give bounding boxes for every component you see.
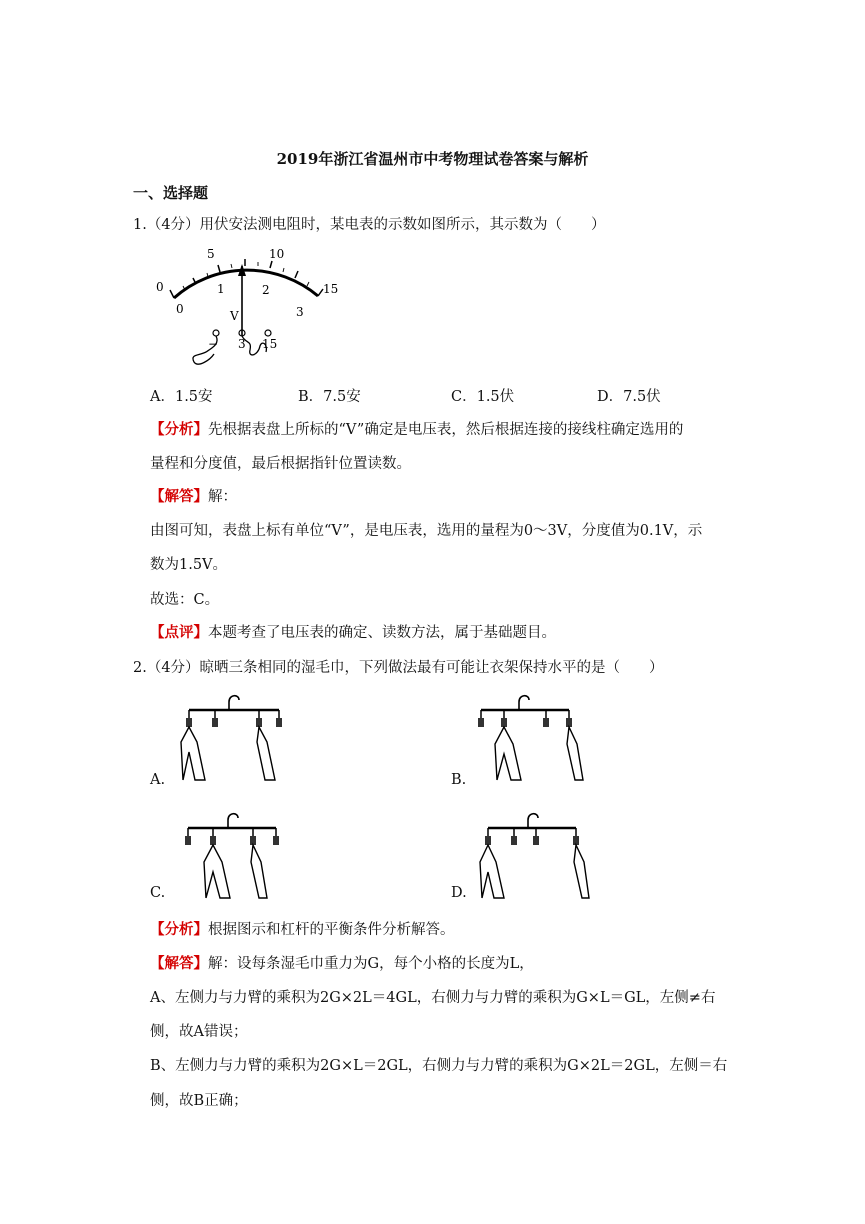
answer-tag: 【解答】 [150, 488, 208, 505]
q1-analysis-line1 [150, 420, 683, 440]
hanger-a-figure [175, 692, 285, 782]
q2-b-line2: 侧，故B正确； [150, 1093, 248, 1109]
q2-option-b[interactable]: B. [451, 772, 467, 788]
terminal-label: 15 [262, 337, 278, 351]
q1-analysis-line2: 量程和分度值，最后根据指针位置读数。 [150, 456, 411, 472]
q1-option-a[interactable]: A．1.5安 [150, 389, 213, 405]
hanger-c-figure [180, 808, 290, 900]
q2-option-c[interactable]: C. [150, 885, 166, 901]
q2-a-line2: 侧，故A错误； [150, 1024, 248, 1040]
meter-upper-tick-label: 5 [207, 247, 215, 261]
terminal-label: 3 [238, 337, 246, 351]
meter-upper-tick-label: 10 [269, 247, 285, 261]
answer-head-text: 解： [208, 489, 237, 505]
q1-stem: 1.（4分）用伏安法测电阻时，某电表的示数如图所示，其示数为（ ） [133, 217, 606, 233]
hanger-d-figure [478, 808, 590, 900]
hanger-b-figure [475, 692, 585, 782]
comment-tag: 【点评】 [150, 624, 208, 641]
answer-tag: 【解答】 [150, 955, 208, 972]
analysis-tag: 【分析】 [150, 921, 208, 938]
comment-text: 本题考查了电压表的确定、读数方法，属于基础题目。 [208, 625, 556, 641]
meter-lower-tick-label: 0 [176, 302, 184, 316]
meter-lower-tick-label: 3 [296, 305, 304, 319]
meter-lower-tick-label: 2 [262, 283, 270, 297]
voltmeter-figure [150, 240, 360, 372]
q2-analysis [150, 920, 455, 940]
meter-upper-tick-label: 0 [156, 280, 164, 294]
q2-option-d[interactable]: D. [451, 885, 467, 901]
analysis-text: 先根据表盘上所标的“V”确定是电压表，然后根据连接的接线柱确定选用的 [208, 422, 684, 438]
q1-answer-line1: 由图可知，表盘上标有单位“V”，是电压表，选用的量程为0～3V，分度值为0.1V，示 [150, 523, 703, 539]
terminal-label: − [208, 337, 219, 351]
meter-upper-tick-label: 15 [323, 282, 339, 296]
q2-answer-head [150, 954, 534, 974]
q2-option-a[interactable]: A. [150, 772, 166, 788]
analysis-text: 根据图示和杠杆的平衡条件分析解答。 [208, 922, 455, 938]
q1-choice: 故选：C。 [150, 592, 220, 608]
analysis-tag: 【分析】 [150, 421, 208, 438]
q1-answer-head [150, 487, 237, 507]
answer-text: 解：设每条湿毛巾重力为G，每个小格的长度为L， [208, 956, 534, 972]
page-title: 2019年浙江省温州市中考物理试卷答案与解析 [276, 150, 589, 168]
q1-option-d[interactable]: D．7.5伏 [597, 389, 661, 405]
terminal-circle [213, 330, 219, 336]
q2-a-line1: A、左侧力与力臂的乘积为2G×2L＝4GL，右侧力与力臂的乘积为G×L＝GL，左侧≠右 [150, 990, 716, 1006]
q1-option-c[interactable]: C．1.5伏 [451, 389, 515, 405]
q1-answer-line2: 数为1.5V。 [150, 557, 228, 573]
q1-option-b[interactable]: B．7.5安 [298, 389, 361, 405]
meter-lower-tick-label: 1 [217, 282, 225, 296]
q1-comment [150, 623, 556, 643]
q2-stem: 2.（4分）晾晒三条相同的湿毛巾，下列做法最有可能让衣架保持水平的是（ ） [133, 660, 664, 676]
section-heading: 一、选择题 [133, 184, 209, 202]
terminal-circle [265, 330, 271, 336]
meter-unit-label: V [230, 309, 239, 323]
q2-b-line1: B、左侧力与力臂的乘积为2G×L＝2GL，右侧力与力臂的乘积为G×2L＝2GL，左侧＝右 [150, 1058, 728, 1074]
